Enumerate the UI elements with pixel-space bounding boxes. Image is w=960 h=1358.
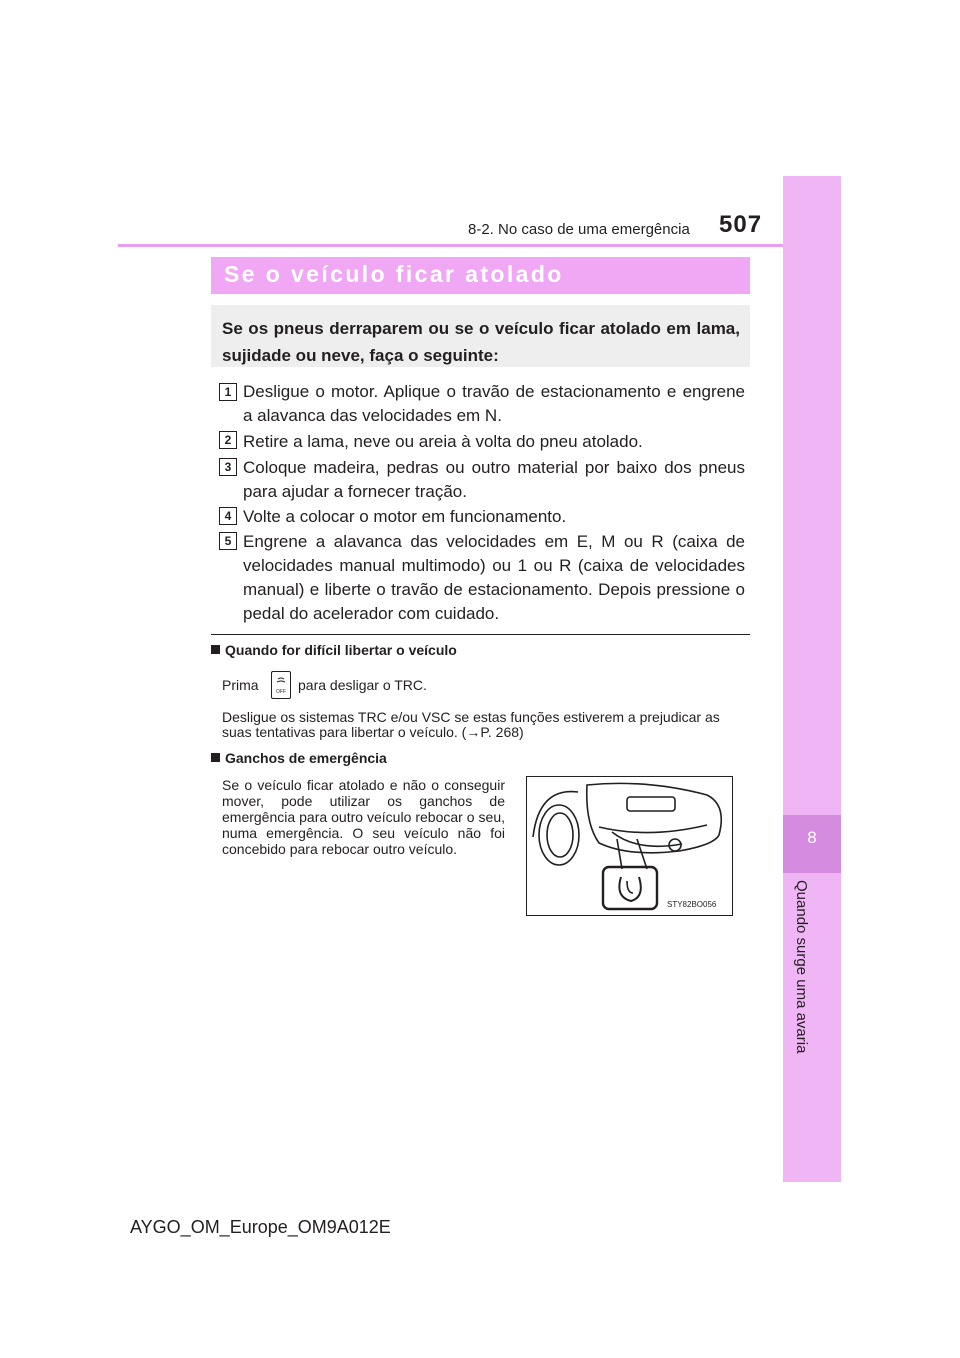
step-number: 5 <box>219 532 237 550</box>
step-number: 3 <box>219 458 237 476</box>
step-text: Retire a lama, neve ou areia à volta do pneu atolado. <box>243 432 643 451</box>
step-text: Desligue o motor. Aplique o travão de estacionamento e engrene a alavanca das velocidades em N. <box>243 382 745 425</box>
chapter-label: Quando surge uma avaria <box>793 880 810 1054</box>
prima-label: Prima <box>222 677 259 693</box>
square-bullet-icon <box>211 753 220 762</box>
emergency-hook-figure <box>526 776 733 916</box>
note-heading <box>211 642 457 658</box>
note-text: Se o veículo ficar atolado e não o conseguir mover, pode utilizar os ganchos de emergência para outro veículo rebocar o seu, numa emergência. O seu veículo não foi concebido para rebocar outro veículo. <box>222 777 505 857</box>
note-heading <box>211 750 387 766</box>
intro-text: Se os pneus derraparem ou se o veículo ficar atolado em lama, sujidade ou neve, faça o seguinte: <box>222 319 740 365</box>
note-text: Desligue os sistemas TRC e/ou VSC se estas funções estiverem a prejudicar as suas tentativas para libertar o veículo. (→P. 268) <box>222 709 720 740</box>
page-number: 507 <box>719 211 763 238</box>
step-number: 4 <box>219 507 237 525</box>
section-title: 8-2. No caso de uma emergência <box>468 221 690 238</box>
page-title: Se o veículo ficar atolado <box>224 261 564 287</box>
chapter-number: 8 <box>807 828 817 847</box>
prima-after-text: para desligar o TRC. <box>298 677 427 693</box>
note-heading-text: Ganchos de emergência <box>225 750 387 766</box>
step-text: Engrene a alavanca das velocidades em E, M ou R (caixa de velocidades manual multimodo) ou 1 ou R (caixa de velocidades manual) e liberte o travão de estacionamento. Depois pressione o pedal do acelerador com cuidado. <box>243 532 745 623</box>
step-number: 1 <box>219 383 237 401</box>
footer-code: AYGO_OM_Europe_OM9A012E <box>130 1217 391 1237</box>
header-rule <box>118 244 783 247</box>
step-text: Coloque madeira, pedras ou outro material por baixo dos pneus para ajudar a fornecer tração. <box>243 458 745 501</box>
square-bullet-icon <box>211 645 220 654</box>
step-number: 2 <box>219 431 237 449</box>
note-heading-text: Quando for difícil libertar o veículo <box>225 642 457 658</box>
svg-text:OFF: OFF <box>276 689 286 695</box>
divider <box>211 634 750 635</box>
trc-off-icon <box>271 671 291 699</box>
figure-code: STY82BO056 <box>667 900 717 909</box>
step-text: Volte a colocar o motor em funcionamento. <box>243 507 567 526</box>
